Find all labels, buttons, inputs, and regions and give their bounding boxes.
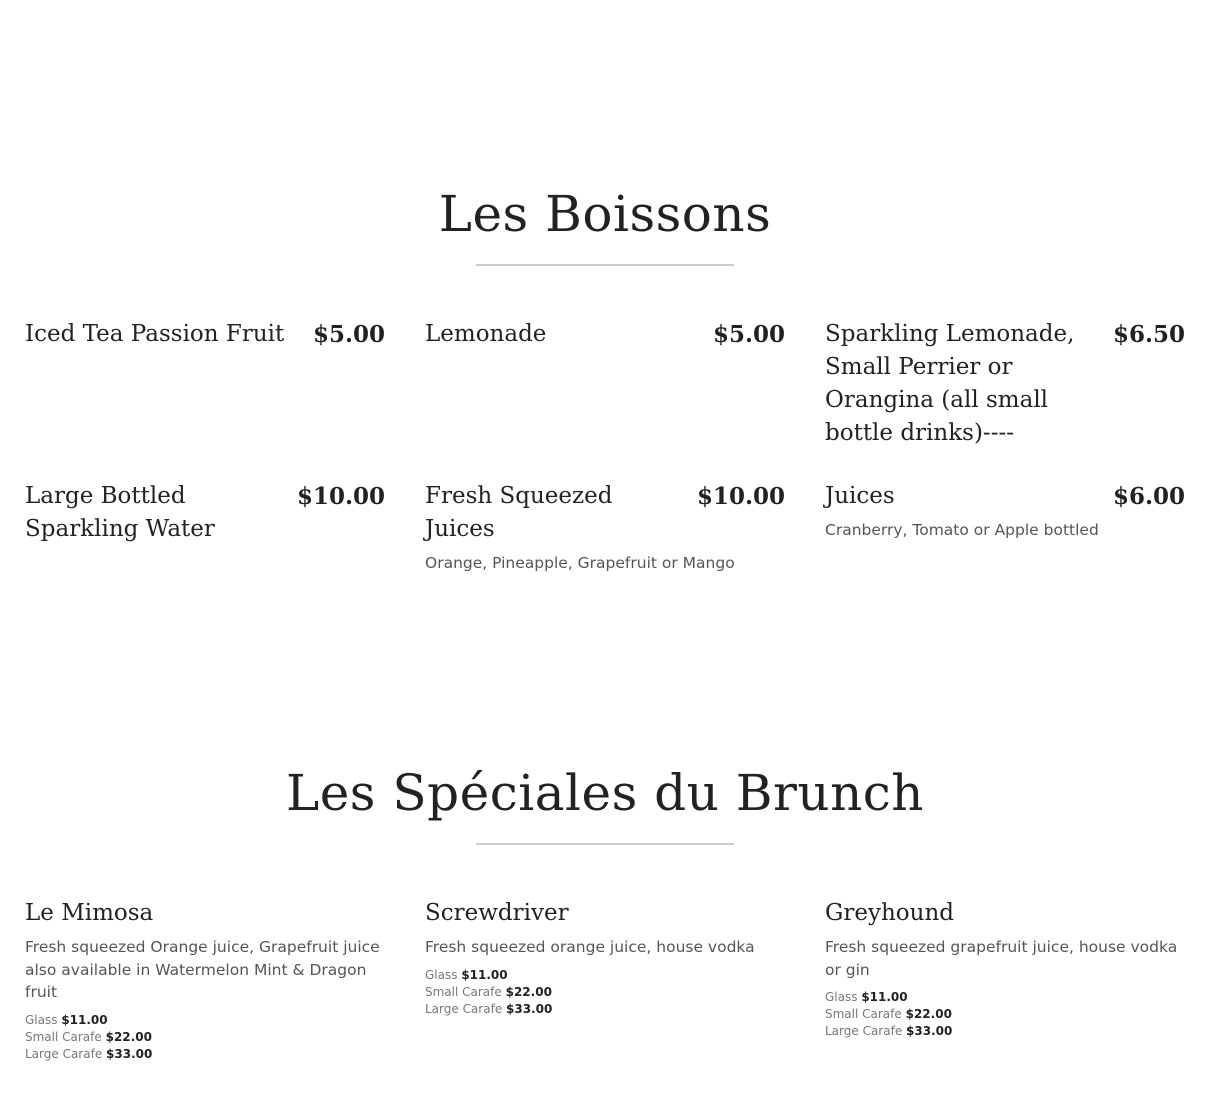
menu-item-name: Fresh Squeezed Juices — [425, 483, 613, 542]
price-amount: $22.00 — [505, 984, 552, 999]
price-row-large-carafe — [425, 1001, 785, 1018]
price-amount: $22.00 — [105, 1029, 152, 1044]
price-row-small-carafe — [425, 984, 785, 1001]
price-amount: $33.00 — [906, 1024, 953, 1038]
price-list — [25, 1012, 385, 1063]
menu-item-large-bottled-water — [25, 480, 385, 546]
menu-item-name: Le Mimosa — [25, 900, 154, 926]
menu-item-description: Orange, Pineapple, Grapefruit or Mango — [425, 554, 735, 572]
menu-item-greyhound — [825, 897, 1185, 1040]
menu-item-price: $10.00 — [696, 483, 785, 510]
menu-item-juices — [825, 480, 1185, 542]
price-amount: $33.00 — [506, 1001, 553, 1016]
price-row-large-carafe — [825, 1023, 1185, 1040]
menu-item-name: Iced Tea Passion Fruit — [25, 321, 285, 347]
price-list — [825, 989, 1185, 1040]
price-label: Glass — [25, 1012, 58, 1027]
menu-item-price: $5.00 — [312, 321, 385, 348]
price-label: Small Carafe — [425, 984, 502, 999]
menu-item-name: Sparkling Lemonade, Small Perrier or Orangina (all small bottle drinks)---- — [825, 321, 1075, 446]
section-title-brunch: Les Spéciales du Brunch — [286, 764, 924, 822]
menu-item-name: Lemonade — [425, 321, 547, 347]
menu-item-price: $5.00 — [712, 321, 785, 348]
price-row-small-carafe — [825, 1006, 1185, 1023]
price-label: Large Carafe — [825, 1024, 903, 1038]
menu-item-name: Large Bottled Sparkling Water — [25, 483, 215, 542]
price-amount: $22.00 — [905, 1007, 952, 1021]
menu-item-name: Greyhound — [825, 900, 954, 926]
menu-item-screwdriver — [425, 897, 785, 1018]
menu-item-name: Screwdriver — [425, 900, 569, 926]
menu-item-price: $10.00 — [296, 483, 385, 510]
price-label: Glass — [425, 967, 458, 982]
section-title-boissons: Les Boissons — [438, 185, 772, 243]
menu-item-description: Fresh squeezed orange juice, house vodka — [425, 938, 755, 956]
menu-item-description: Fresh squeezed grapefruit juice, house vodka or gin — [825, 938, 1178, 979]
menu-item-name: Juices — [825, 483, 895, 509]
price-list — [425, 967, 785, 1018]
price-row-small-carafe — [25, 1029, 385, 1046]
price-row-glass — [25, 1012, 385, 1029]
price-amount: $33.00 — [106, 1046, 153, 1061]
price-row-large-carafe — [25, 1046, 385, 1063]
menu-item-price: $6.50 — [1112, 321, 1185, 348]
price-label: Large Carafe — [25, 1046, 103, 1061]
price-amount: $11.00 — [861, 990, 908, 1004]
menu-item-fresh-juices — [425, 480, 785, 575]
price-amount: $11.00 — [461, 967, 508, 982]
price-label: Glass — [825, 990, 858, 1004]
section-divider — [476, 264, 734, 266]
price-row-glass — [825, 989, 1185, 1006]
price-amount: $11.00 — [61, 1012, 108, 1027]
menu-item-sparkling-lemonade — [825, 318, 1185, 450]
menu-item-mimosa — [25, 897, 385, 1063]
price-label: Small Carafe — [25, 1029, 102, 1044]
price-row-glass — [425, 967, 785, 984]
section-divider — [476, 843, 734, 845]
menu-item-price: $6.00 — [1112, 483, 1185, 510]
menu-item-description: Fresh squeezed Orange juice, Grapefruit juice also available in Watermelon Mint & Dragon fruit — [25, 938, 380, 1001]
menu-item-description: Cranberry, Tomato or Apple bottled — [825, 521, 1099, 539]
menu-item-lemonade — [425, 318, 785, 351]
price-label: Small Carafe — [825, 1007, 902, 1021]
price-label: Large Carafe — [425, 1001, 503, 1016]
menu-item-iced-tea — [25, 318, 385, 351]
